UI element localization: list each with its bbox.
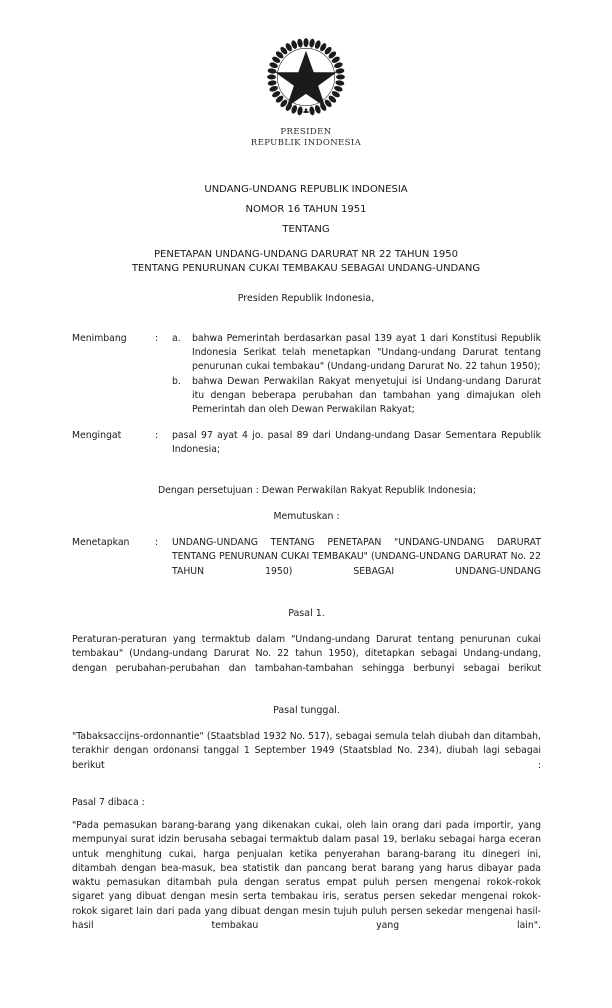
pasal-7-text: "Pada pemasukan barang-barang yang dikenakan cukai, oleh lain orang dari pada importir, yang mempunyai surat idzin berusaha sebagai termaktub dalam pasal 19, berlaku sebagai harga eceran untuk menghitung cukai, harga penjualan ketika penyerahan barang-barang itu dinegeri ini, ditambah dengan bea-masuk, bea statistik dan pancang berat barang yang harus dibayar pada waktu pemasukan ditambah pula dengan seratus empat puluh persen mengenai rokok-rokok sigaret yang dibuat dengan mesin serta tembakau iris, seratus persen sekedar mengenai rokok-rokok sigaret lain dari pada yang dibuat dengan mesin tujuh puluh persen sekedar mengenai hasil-hasil tembakau yang lain". [72,820,541,931]
clause-item-a [172,332,541,375]
clause-menimbang-colon: : [155,333,159,344]
title-line-4: PENETAPAN UNDANG-UNDANG DARURAT NR 22 TAHUN 1950 [154,249,458,260]
ordonnantie-text: "Tabaksaccijns-ordonnantie" (Staatsblad 1932 No. 517), sebagai semula telah diubah dan ditambah, terakhir dengan ordonansi tanggal 1 September 1949 (Staatsblad No. 234), diubah lagi sebagai berikut : [72,731,541,771]
clause-menetapkan-colon: : [155,537,159,549]
clause-mengingat-colon: : [155,430,159,442]
document-title-block [0,180,612,276]
pasal-tunggal-heading: Pasal tunggal. [273,705,340,717]
clause-mengingat [72,429,541,472]
clause-mengingat-label: Mengingat [72,430,122,442]
clause-menimbang-items [172,332,541,417]
pasal-7-label: Pasal 7 dibaca : [72,797,145,809]
decision-line: Memutuskan : [273,511,340,523]
presidential-seal-icon [265,36,347,118]
clause-menimbang [72,332,541,417]
clause-item-b [172,375,541,418]
title-line-1: UNDANG-UNDANG REPUBLIK INDONESIA [204,184,408,195]
clause-item-a-text: bahwa Pemerintah berdasarkan pasal 139 ayat 1 dari Konstitusi Republik Indonesia Serikat telah menetapkan "Undang-undang Darurat tentang penurunan cukai tembakau" (Undang-undang Darurat No. 22 tahun 1950); [192,333,541,373]
clause-menimbang-label: Menimbang [72,333,127,344]
document-body [72,332,541,959]
pasal-1-text: Peraturan-peraturan yang termaktub dalam "Undang-undang Darurat tentang penurunan cukai tembakau" (Undang-undang Darurat No. 22 tahun 1950), ditetapkan sebagai Undang-undang, dengan perubahan-perubahan dan tambahan-tambahan sehingga berbunyi sebagai berikut [72,634,541,674]
title-line-2: NOMOR 16 TAHUN 1951 [245,204,367,215]
approval-line: Dengan persetujuan : Dewan Perwakilan Rakyat Republik Indonesia; [158,484,476,496]
clause-item-b-marker: b. [172,375,181,387]
clause-item-a-marker: a. [172,333,181,344]
title-line-3: TENTANG [282,224,330,235]
emblem-caption [0,127,612,149]
opening-line: Presiden Republik Indonesia, [237,293,375,304]
emblem-caption-line-2: REPUBLIK INDONESIA [250,138,362,148]
clause-item-b-text: bahwa Dewan Perwakilan Rakyat menyetujui isi Undang-undang Darurat itu dengan beberapa perubahan dan tambahan yang dimajukan oleh Pemerintah dan oleh Dewan Perwakilan Rakyat; [192,375,541,416]
clause-menetapkan [72,536,541,593]
emblem-caption-line-1: PRESIDEN [280,127,332,137]
clause-mengingat-text: pasal 97 ayat 4 jo. pasal 89 dari Undang-undang Dasar Sementara Republik Indonesia; [172,430,541,456]
document-header-emblem-block [0,36,612,149]
title-line-5: TENTANG PENURUNAN CUKAI TEMBAKAU SEBAGAI UNDANG-UNDANG [131,263,481,274]
pasal-1-heading: Pasal 1. [288,608,325,620]
clause-menetapkan-label: Menetapkan [72,537,130,549]
clause-menetapkan-text: UNDANG-UNDANG TENTANG PENETAPAN "UNDANG-UNDANG DARURAT TENTANG PENURUNAN CUKAI TEMBAKAU" (UNDANG-UNDANG DARURAT No. 22 TAHUN 1950) SEBAGAI UNDANG-UNDANG [172,537,541,577]
